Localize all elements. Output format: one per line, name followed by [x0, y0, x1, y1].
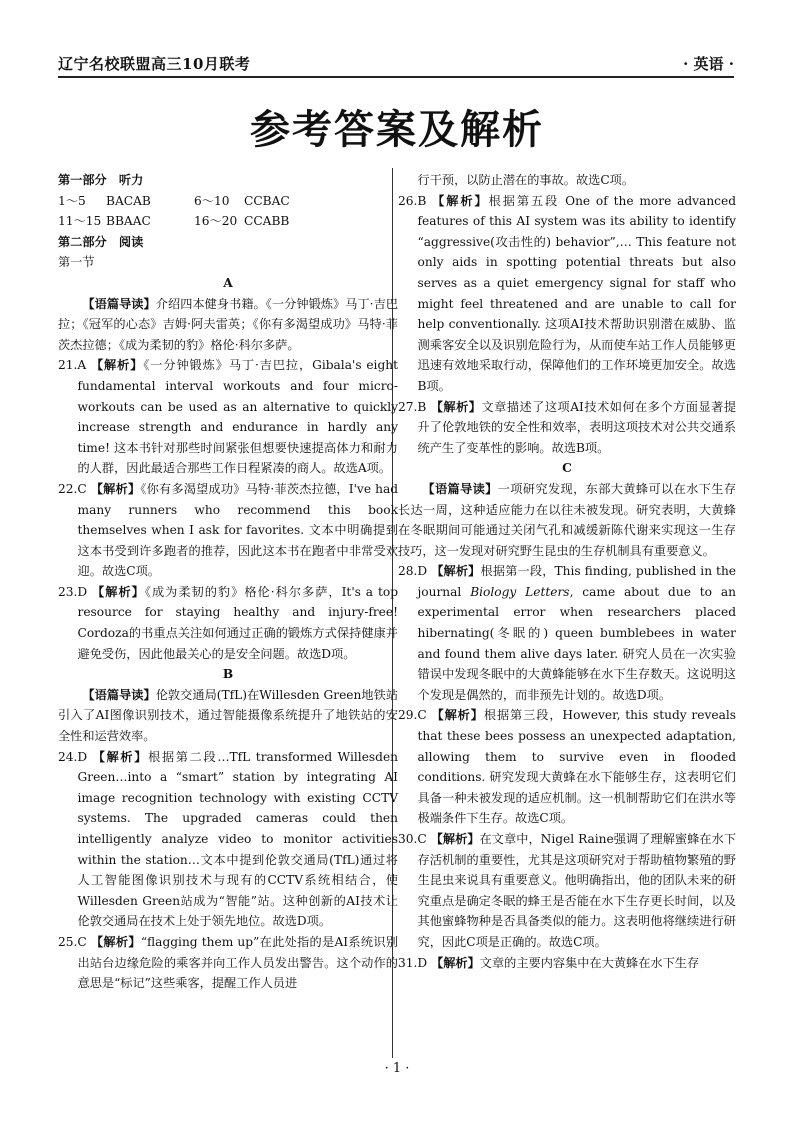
left-column: [58, 170, 398, 994]
answer-22: 22.C 【解析】《你有多渴望成功》马特·菲茨杰拉德，I've had many runners who recommend this book themselves when I ask for favorites. 文本中明确提到这本书受到许多跑者的推荐，因此这本书在跑者中非常受欢迎。故选C项。: [58, 481, 399, 579]
subsection-heading: 第一节: [58, 255, 95, 270]
passage-letter-a: A: [223, 275, 233, 290]
page-title: 参考答案及解析: [250, 107, 544, 153]
right-column: [398, 170, 736, 973]
passage-intro-a: 【语篇导读】介绍四本健身书籍。《一分钟锻炼》马丁·吉巴拉；《冠军的心态》吉姆·阿夫雷英；《你有多渴望成功》马特·菲茨杰拉德；《成为柔韧的豹》格伦·科尔多萨。: [58, 296, 399, 352]
answer-26: 26.B 【解析】根据第五段 One of the more advanced features of this AI system was its ability to identify “aggressive(攻击性的) behavior”,… This feature not only aids in spotting potential threats but also serves as a quiet emergency signal for staff who might feel threatened and are unable to call for help conventionally. 这项AI技术帮助识别潜在威胁、监测乘客安全以及识别危险行为，从而使车站工作人员能够更迅速有效地采取行动，保障他们的工作环境更加安全。故选B项。: [398, 193, 737, 393]
passage-intro-c: 【语篇导读】一项研究发现，东部大黄蜂可以在水下生存长达一周，这种适应能力在以往未被发现。研究表明，大黄蜂在冬眠期间可能通过关闭气孔和减缓新陈代谢来实现这一生存技巧，这一发现对研究野生昆虫的生存机制具有重要意义。: [398, 481, 737, 558]
section-heading-reading: 第二部分 阅读: [58, 234, 144, 249]
exam-name: 辽宁名校联盟高三10月联考: [58, 55, 251, 73]
answer-21: 21.A 【解析】《一分钟锻炼》马丁·吉巴拉，Gibala's eight fundamental interval workouts and four micro-workouts can be used as an alternative to quickly increase strength and endurance in hardly any time! 这本书针对那些时间紧张但想要快速提高体力和耐力的人群，因此最适合那些工作日程紧凑的商人。故选A项。: [58, 358, 399, 476]
answer-23: 23.D 【解析】《成为柔韧的豹》格伦·科尔多萨，It's a top resource for staying healthy and injury-free! Cordoza的书重点关注如何通过正确的锻炼方式保持健康并避免受伤，因此他最关心的是安全问题。故选D项。: [58, 584, 398, 661]
answer-25: 25.C 【解析】“flagging them up”在此处指的是AI系统识别出站台边缘危险的乘客并向工作人员发出警告。这个动作的意思是“标记”这些乘客，提醒工作人员进: [58, 934, 399, 991]
section-heading-listening: 第一部分 听力: [58, 173, 144, 187]
answer-24: 24.D 【解析】根据第二段…TfL transformed Willesden Green…into a “smart” station by integrating AI image recognition technology with existing CCTV systems. The upgraded cameras could then intelligently analyze video to monitor activities within the station…文本中提到伦敦交通局(TfL)通过将人工智能图像识别技术与现有的CCTV系统相结合，使Willesden Green站成为“智能”站。这种创新的AI技术让伦敦交通局在技术上处于领先地位。故选D项。: [58, 749, 399, 929]
passage-letter-c: C: [562, 461, 572, 476]
passage-intro-b: 【语篇导读】伦敦交通局(TfL)在Willesden Green地铁站引入了AI图像识别技术，通过智能摄像系统提升了地铁站的安全性和运营效率。: [58, 687, 399, 744]
answer-25-continued: 行干预，以防止潜在的事故。故选C项。: [417, 173, 635, 187]
page-header: [58, 50, 734, 78]
answer-29: 29.C 【解析】根据第三段，However, this study reveals that these bees possess an unexpected adaptation, allowing them to survive even in flooded conditions. 研究发现大黄蜂在水下能够生存，这表明它们具备一种未被发现的适应机制。这一机制帮助它们在洪水等极端条件下生存。故选C项。: [398, 708, 736, 826]
answer-row: 11～15 BBAAC 16～20 CCABB: [58, 214, 290, 229]
answer-row: 1～5 BACAB 6～10 CCBAC: [58, 193, 290, 208]
answer-28: 28.D 【解析】根据第一段，This finding, published in the journal Biology Letters, came about due to an experimental error when researchers placed hibernating(冬眠的) queen bumblebees in water and found them alive days later. 研究人员在一次实验错误中发现冬眠中的大黄蜂能够在水下生存数天。这说明这个发现是偶然的，而非预先计划的。故选D项。: [398, 564, 737, 702]
answer-30: 30.C 【解析】在文章中，Nigel Raine强调了理解蜜蜂在水下存活机制的重要性，尤其是这项研究对于帮助植物繁殖的野生昆虫来说具有重要意义。他明确指出，他的团队未来的研究重点是确定冬眠的蜂王是否能在水下生存更长时间，以及其他蜜蜂物种是否具备类似的能力。这表明他将继续进行研究，因此C项是正确的。故选C项。: [398, 832, 737, 949]
passage-letter-b: B: [222, 667, 234, 682]
answer-31: 31.D 【解析】文章的主要内容集中在大黄蜂在水下生存: [398, 955, 700, 970]
answer-27: 27.B 【解析】文章描述了这项AI技术如何在多个方面显著提升了伦敦地铁的安全性和效率，表明这项技术对公共交通系统产生了变革性的影响。故选B项。: [398, 399, 737, 455]
page-number: · 1 ·: [384, 1061, 410, 1076]
subject-label: · 英语 ·: [683, 55, 734, 73]
